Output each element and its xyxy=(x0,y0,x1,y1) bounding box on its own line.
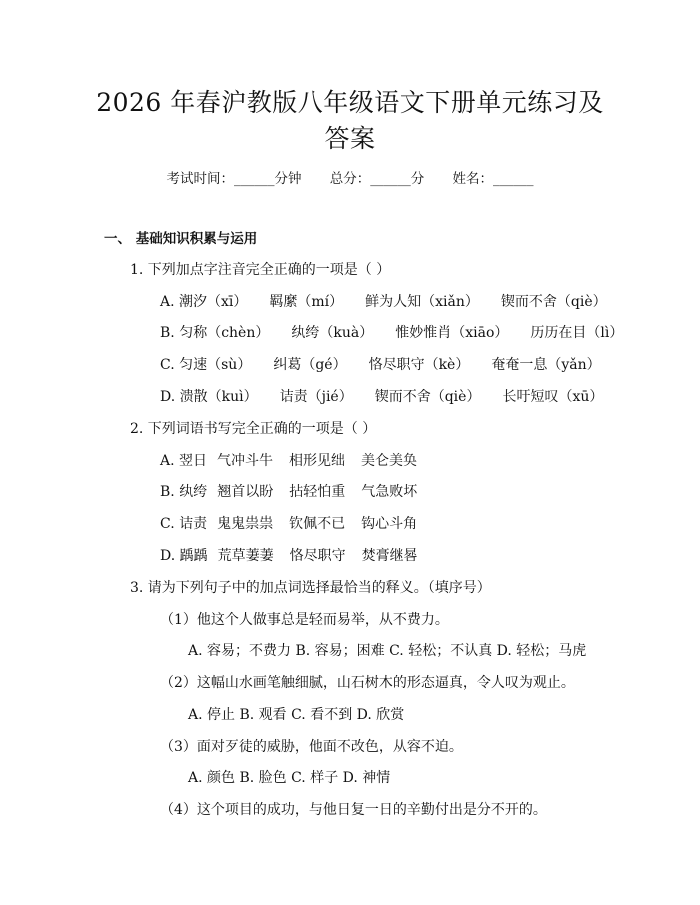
question-1-option-a: A. 潮汐（xī） 羁縻（mí） 鲜为人知（xiǎn） 锲而不舍（qiè） xyxy=(160,294,607,310)
question-3-item-4: （4）这个项目的成功，与他日复一日的辛勤付出是分不开的。 xyxy=(160,802,547,818)
question-1-option-d: D. 溃散（kuì） 诘责（jié） 锲而不舍（qiè） 长吁短叹（xū） xyxy=(160,389,604,405)
question-3-item-1-choices: A. 容易；不费力 B. 容易；困难 C. 轻松；不认真 D. 轻松；马虎 xyxy=(188,643,587,659)
question-3-stem: 3. 请为下列句子中的加点词选择最恰当的释义。（填序号） xyxy=(130,580,491,596)
question-1-stem: 1. 下列加点字注音完全正确的一项是（ ） xyxy=(130,262,391,278)
question-1-option-b: B. 匀称（chèn） 纨绔（kuà） 惟妙惟肖（xiāo） 历历在目（lì） xyxy=(160,325,624,341)
document-title-line-2: 答案 xyxy=(324,124,376,153)
student-name-field: 姓名：______ xyxy=(452,171,534,187)
question-2-stem: 2. 下列词语书写完全正确的一项是（ ） xyxy=(130,421,377,437)
exam-meta xyxy=(0,167,700,187)
total-score-field: 总分：______分 xyxy=(329,171,425,187)
question-2-option-d: D. 踽踽 荒草萋萋 恪尽职守 焚膏继晷 xyxy=(160,548,418,564)
document-title-line-1: 2026 年春沪教版八年级语文下册单元练习及 xyxy=(96,88,604,117)
question-3-item-2-choices: A. 停止 B. 观看 C. 看不到 D. 欣赏 xyxy=(188,707,405,723)
question-3-item-3: （3）面对歹徒的威胁，他面不改色，从容不迫。 xyxy=(160,739,463,755)
question-1-option-c: C. 匀速（sù） 纠葛（gé） 恪尽职守（kè） 奄奄一息（yǎn） xyxy=(160,357,601,373)
section-heading: 一、 基础知识积累与运用 xyxy=(104,231,258,247)
question-3-item-1: （1）他这个人做事总是轻而易举，从不费力。 xyxy=(160,612,449,628)
question-3-item-3-choices: A. 颜色 B. 脸色 C. 样子 D. 神情 xyxy=(188,770,391,786)
question-2-option-c: C. 诘责 鬼鬼祟祟 钦佩不已 钩心斗角 xyxy=(160,516,418,532)
question-2-option-a: A. 翌日 气冲斗牛 相形见绌 美仑美奂 xyxy=(160,453,418,469)
question-2-option-b: B. 纨绔 翘首以盼 拈轻怕重 气急败坏 xyxy=(160,484,418,500)
question-3-item-2: （2）这幅山水画笔触细腻，山石树木的形态逼真，令人叹为观止。 xyxy=(160,675,575,691)
exam-time-field: 考试时间：______分钟 xyxy=(166,171,302,187)
